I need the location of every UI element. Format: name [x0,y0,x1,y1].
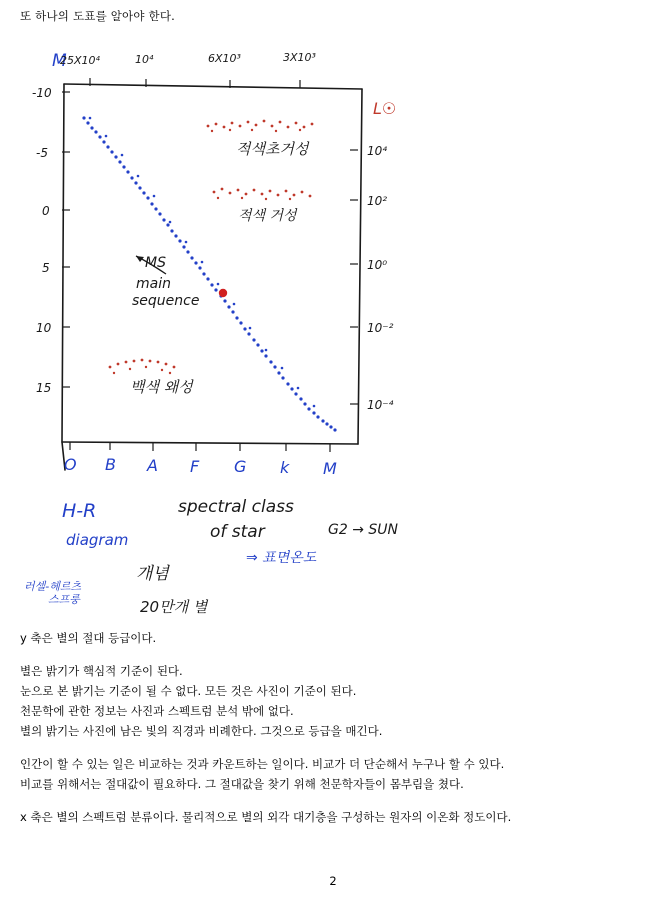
bottom-tick-F: F [190,457,200,476]
annotation-giants: 적색 거성 [238,208,297,224]
paragraph-6: 비교를 위해서는 절대값이 필요하다. 그 절대값을 찾기 위해 천문학자들이 몸부림을 쳤다. [20,777,464,791]
figure-title-line2: diagram [66,531,129,549]
right-tick-4: 10⁻⁴ [367,398,394,412]
diagram-axes [62,84,362,470]
top-note: 또 하나의 도표를 알아야 한다. [20,9,175,23]
top-tick-0: 25X10⁴ [60,54,100,67]
spectral-class-line1: spectral class [178,497,294,517]
body-text [20,628,650,827]
annotation-main-sequence-short: MS [145,255,166,271]
paragraph-5: 인간이 할 수 있는 일은 비교하는 것과 카운트하는 일이다. 비교가 더 단순해서 누구나 할 수 있다. [20,757,505,771]
sun-marker [219,289,227,297]
white-dwarfs-points [109,359,176,375]
top-tick-1: 10⁴ [135,53,154,66]
spectral-class-line2: of star [210,522,265,542]
giants-points [213,188,312,201]
annotation-white-dwarfs: 백색 왜성 [130,378,193,396]
spectral-class-line3: ⇒ 표면온도 [246,550,317,566]
right-tick-0: 10⁴ [367,144,388,158]
axis-right-label: L☉ [373,99,397,118]
annotation-main-sequence-line2: sequence [132,293,200,309]
left-tick-1: -5 [36,146,48,160]
left-tick-4: 10 [36,321,52,335]
bottom-tick-G: G [234,457,247,476]
sun-note: G2 → SUN [328,522,398,538]
bottom-tick-B: B [105,455,116,474]
axis-left-label: M [52,51,67,71]
paragraph-3: 천문학에 관한 정보는 사진과 스펙트럼 분석 밖에 없다. [20,704,294,718]
bottom-tick-M: M [323,459,337,478]
right-tick-2: 10⁰ [367,258,388,272]
right-tick-1: 10² [367,194,388,208]
page-number: 2 [329,874,337,888]
hr-diagram-figure [18,42,648,622]
concept-label: 개념 [136,564,169,584]
top-tick-2: 6X10³ [208,52,241,65]
paragraph-7: x 축은 별의 스펙트럼 분류이다. 물리적으로 별의 외각 대기층을 구성하는 원자의 이온화 정도이다. [20,810,512,824]
left-tick-2: 0 [42,204,50,218]
right-tick-3: 10⁻² [367,321,394,335]
russell-line2: 스프룽 [48,593,80,606]
bottom-tick-O: O [64,455,77,474]
paragraph-0: y 축은 별의 절대 등급이다. [20,631,157,645]
count-label: 20만개 별 [140,598,208,616]
paragraph-1: 별은 밝기가 핵심적 기준이 된다. [20,664,183,678]
left-tick-0: -10 [32,86,52,100]
left-tick-3: 5 [42,261,50,275]
bottom-tick-k: k [280,458,290,477]
top-tick-3: 3X10³ [283,51,316,64]
supergiants-points [207,120,314,133]
annotation-main-sequence-line1: main [136,276,171,292]
paragraph-2: 눈으로 본 밝기는 기준이 될 수 없다. 모든 것은 사진이 기준이 된다. [20,684,357,698]
left-tick-5: 15 [36,381,52,395]
bottom-tick-A: A [147,456,158,475]
figure-title-line1: H-R [62,500,97,522]
paragraph-4: 별의 밝기는 사진에 남은 빛의 직경과 비례한다. 그것으로 등급을 매긴다. [20,724,383,738]
annotation-supergiants: 적색초거성 [236,140,309,158]
russell-line1: 러셀-헤르츠 [24,580,82,593]
main-sequence-points [82,116,336,431]
